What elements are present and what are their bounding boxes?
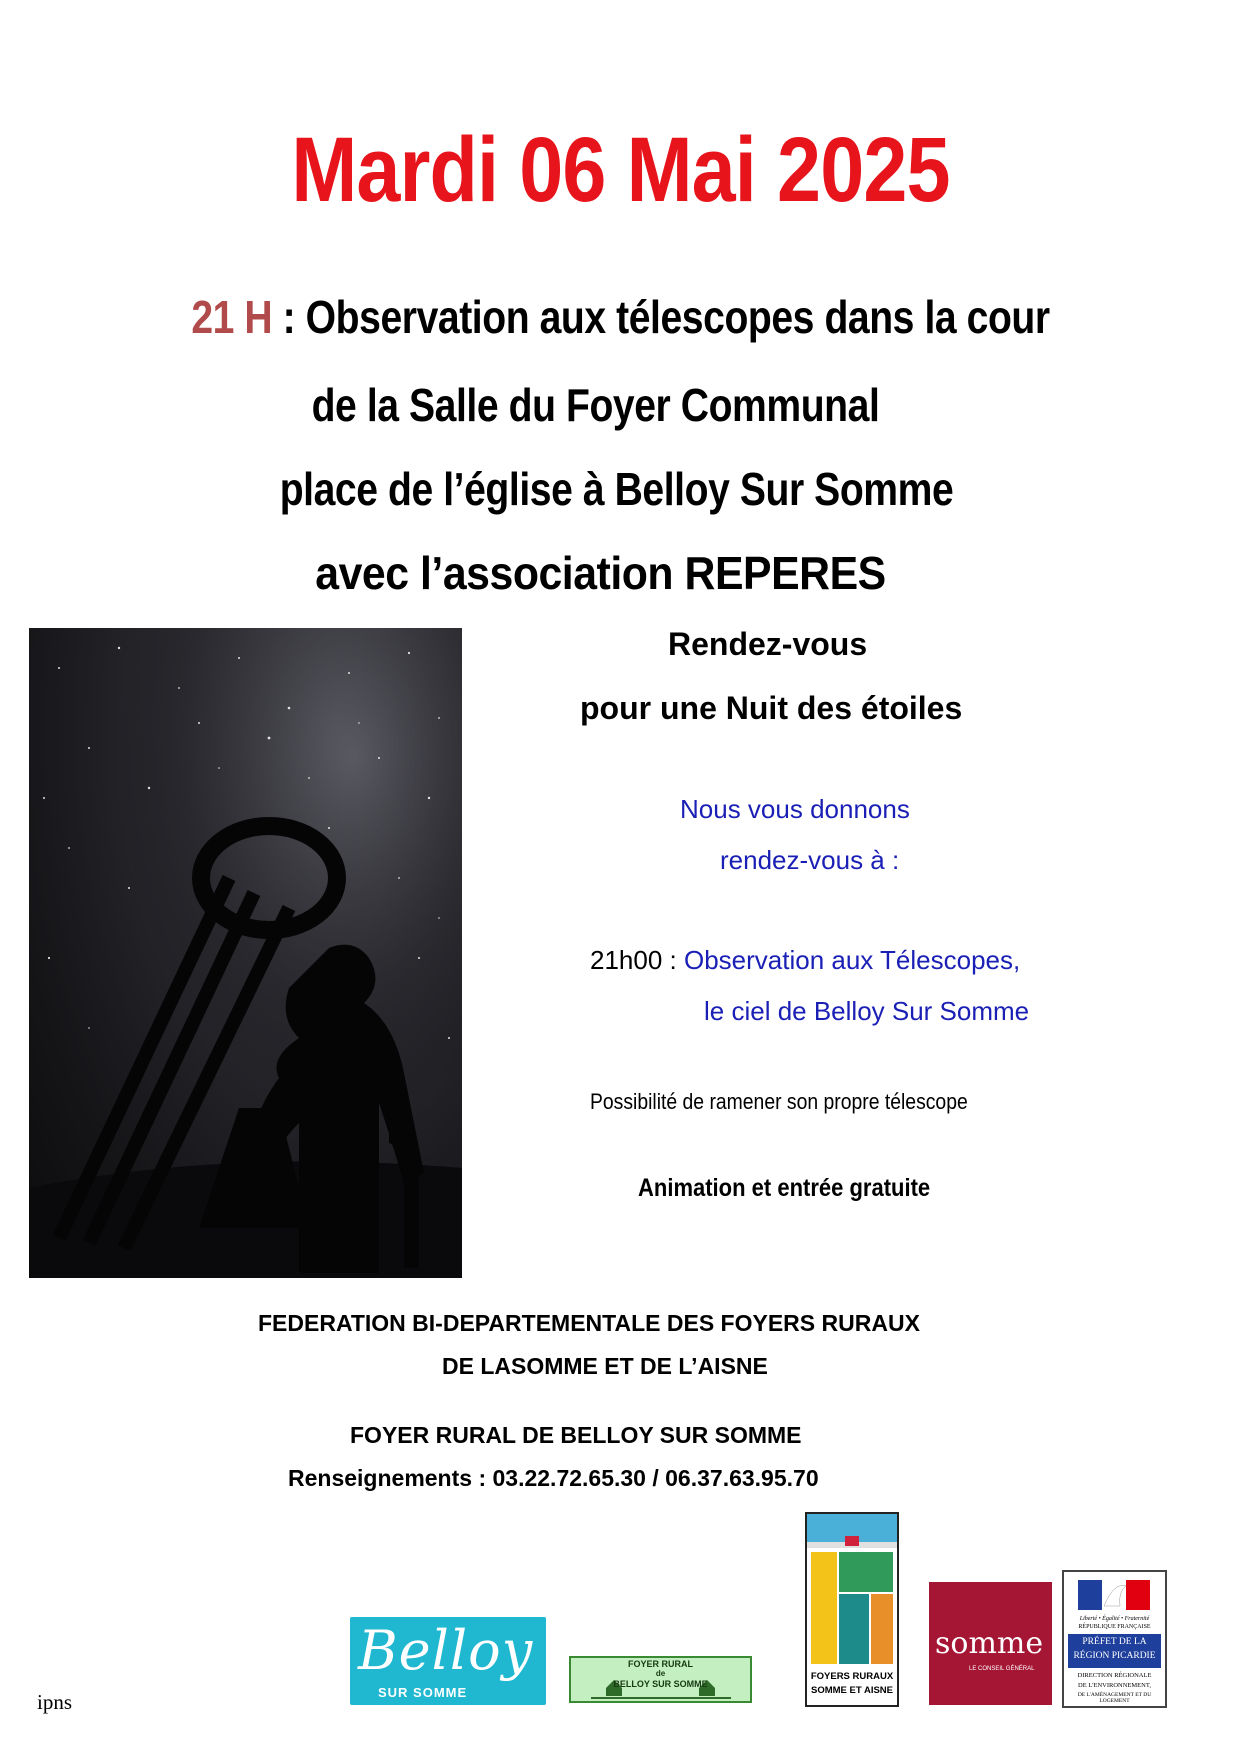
headline-line-4: avec l’association REPERES [315, 547, 886, 599]
belloy-logo-main: Belloy [358, 1619, 534, 1682]
telescope-note: Possibilité de ramener son propre télescope [590, 1089, 968, 1114]
prefet-line-4: DE L'ENVIRONNEMENT, [1078, 1682, 1151, 1689]
prefet-region-picardie-logo [1062, 1570, 1167, 1708]
schedule-line-2: le ciel de Belloy Sur Somme [704, 996, 1030, 1026]
telescope-silhouette-image [29, 628, 462, 1278]
belloy-logo-sub: SUR SOMME [378, 1685, 468, 1700]
foyer-logo-line-1: FOYER RURAL [628, 1659, 693, 1669]
foyer-contact: Renseignements : 03.22.72.65.30 / 06.37.63.95.70 [288, 1465, 819, 1491]
foyers-ruraux-logo-line-2: SOMME ET AISNE [811, 1685, 893, 1696]
schedule-activity: Observation aux Télescopes, [676, 945, 1021, 975]
invite-line-2: rendez-vous à : [720, 845, 900, 875]
somme-conseil-general-logo [929, 1582, 1052, 1705]
headline-line-1 [93, 290, 1148, 344]
rendezvous-line-2: pour une Nuit des étoiles [580, 690, 963, 726]
schedule-time: 21h00 : [590, 945, 677, 975]
prefet-republic: RÉPUBLIQUE FRANÇAISE [1078, 1624, 1151, 1630]
headline-line-2: de la Salle du Foyer Communal [311, 379, 880, 431]
somme-logo-main: somme [935, 1626, 1044, 1661]
prefet-motto: Liberté • Égalité • Fraternité [1079, 1616, 1150, 1622]
foyer-logo-line-3: BELLOY SUR SOMME [613, 1679, 708, 1689]
headline-line-3: place de l’église à Belloy Sur Somme [279, 463, 954, 515]
schedule-line-1 [590, 945, 1020, 976]
prefet-line-1: PRÉFET DE LA [1082, 1637, 1147, 1647]
federation-line-1: FEDERATION BI-DEPARTEMENTALE DES FOYERS RURAUX [258, 1310, 920, 1336]
belloy-sur-somme-logo [350, 1617, 546, 1705]
foyer-rural-belloy-logo [569, 1656, 752, 1703]
marianne-flag-icon [1064, 1576, 1165, 1616]
foyers-ruraux-emblem-icon [807, 1514, 897, 1664]
ipns-mark: ipns [37, 1690, 73, 1714]
prefet-line-5: DE L'AMÉNAGEMENT ET DU LOGEMENT [1077, 1692, 1152, 1704]
foyer-logo-line-2: de [655, 1669, 666, 1678]
prefet-line-2: RÉGION PICARDIE [1073, 1651, 1156, 1661]
invite-line-1: Nous vous donnons [680, 794, 910, 824]
event-date-title: Mardi 06 Mai 2025 [291, 119, 950, 221]
foyers-ruraux-logo-line-1: FOYERS RURAUX [810, 1671, 894, 1682]
telescope-night-photo [29, 628, 462, 1278]
free-entry-text: Animation et entrée gratuite [638, 1174, 931, 1202]
headline-line-1-text: : Observation aux télescopes dans la cour [272, 291, 1050, 343]
headline-time: 21 H [191, 291, 273, 343]
foyer-name: FOYER RURAL DE BELLOY SUR SOMME [350, 1422, 802, 1448]
rendezvous-line-1: Rendez-vous [668, 626, 868, 662]
somme-logo-sub: LE CONSEIL GÉNÉRAL [969, 1666, 1035, 1672]
federation-line-2: DE LASOMME ET DE L’AISNE [442, 1353, 768, 1379]
foyers-ruraux-somme-aisne-logo [805, 1512, 899, 1707]
prefet-line-3: DIRECTION RÉGIONALE [1077, 1672, 1152, 1679]
